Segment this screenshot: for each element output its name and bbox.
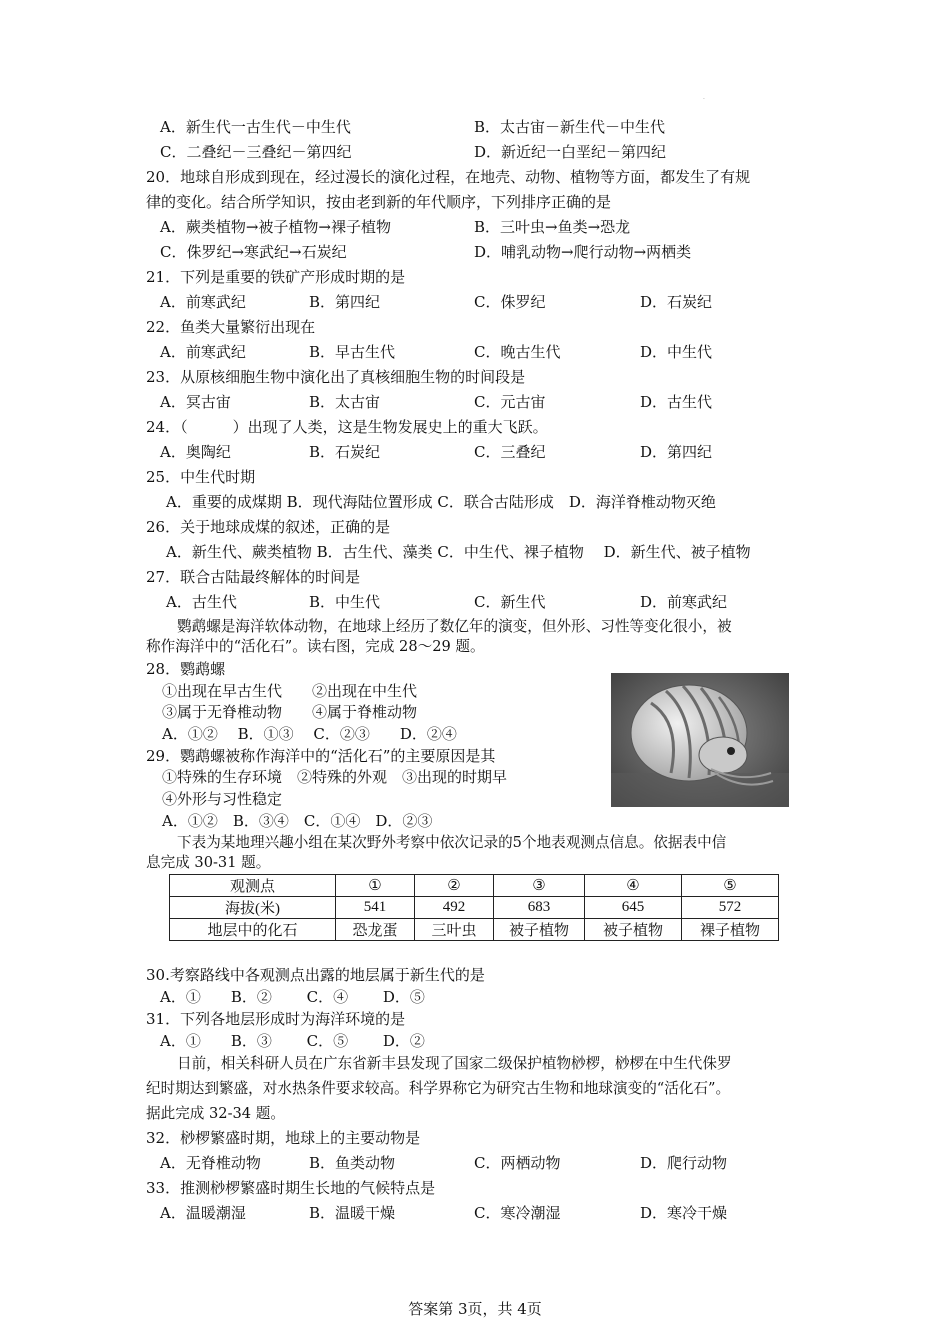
q19-options-row2 (0, 142, 950, 162)
q24-option-c: C．三叠纪 (474, 443, 546, 461)
q20-options-row1 (0, 217, 950, 237)
q20-options-row2 (0, 242, 950, 262)
table-cell: 三叶虫 (415, 919, 494, 941)
stray-dot: · (703, 96, 705, 103)
fern-intro-line3: 据此完成 32-34 题。 (146, 1105, 285, 1122)
q30-options: A．① B．② C．④ D．⑤ (160, 988, 425, 1006)
nautilus-photo (611, 673, 789, 807)
fern-intro-line1: 日前，相关科研人员在广东省新丰县发现了国家二级保护植物桫椤，桫椤在中生代侏罗 (177, 1055, 732, 1072)
q32-stem: 32．桫椤繁盛时期，地球上的主要动物是 (146, 1129, 421, 1147)
table-header-cell: ② (415, 875, 494, 897)
q22-option-c: C．晚古生代 (474, 343, 561, 361)
q20-option-a: A．蕨类植物→被子植物→裸子植物 (160, 218, 391, 236)
q33-option-d: D．寒冷干燥 (640, 1204, 728, 1222)
q32-option-b: B．鱼类动物 (309, 1154, 396, 1172)
q22-options (0, 342, 950, 362)
q32-option-d: D．爬行动物 (640, 1154, 728, 1172)
table-row-altitude (170, 897, 779, 919)
q20-option-d: D．哺乳动物→爬行动物→两栖类 (474, 243, 692, 261)
q32-option-a: A．无脊椎动物 (160, 1154, 261, 1172)
q24-stem: 24．（ ）出现了人类，这是生物发展史上的重大飞跃。 (146, 418, 548, 436)
q32-option-c: C．两栖动物 (474, 1154, 561, 1172)
observation-table (169, 874, 779, 941)
table-cell: 地层中的化石 (170, 919, 336, 941)
table-header-row (170, 875, 779, 897)
q22-option-b: B．早古生代 (309, 343, 396, 361)
q28-statements-row1: ①出现在早古生代 ②出现在中生代 (162, 682, 418, 700)
q30-stem: 30.考察路线中各观测点出露的地层属于新生代的是 (146, 966, 485, 984)
q22-option-d: D．中生代 (640, 343, 713, 361)
q31-options: A．① B．③ C．⑤ D．② (160, 1032, 425, 1050)
q20-option-b: B．三叶虫→鱼类→恐龙 (474, 218, 631, 236)
q21-option-c: C．侏罗纪 (474, 293, 546, 311)
table-cell: 541 (336, 897, 415, 919)
q23-stem: 23．从原核细胞生物中演化出了真核细胞生物的时间段是 (146, 368, 526, 386)
q27-stem: 27．联合古陆最终解体的时间是 (146, 568, 361, 586)
q19-option-b: B．太古宙－新生代－中生代 (474, 118, 666, 136)
table-intro-line2: 息完成 30-31 题。 (146, 854, 271, 871)
q21-stem: 21．下列是重要的铁矿产形成时期的是 (146, 268, 406, 286)
table-cell: 683 (494, 897, 585, 919)
q25-options: A．重要的成煤期 B．现代海陆位置形成 C．联合古陆形成 D．海洋脊椎动物灭绝 (166, 493, 716, 511)
table-cell: 被子植物 (494, 919, 585, 941)
page-footer: 答案第 3页，共 4页 (408, 1300, 542, 1318)
table-cell: 海拔(米) (170, 897, 336, 919)
q26-stem: 26．关于地球成煤的叙述，正确的是 (146, 518, 391, 536)
q19-option-d: D．新近纪一白垩纪－第四纪 (474, 143, 667, 161)
q23-options (0, 392, 950, 412)
table-cell: 492 (415, 897, 494, 919)
q23-option-d: D．古生代 (640, 393, 713, 411)
q29-statements-row1: ①特殊的生存环境 ②特殊的外观 ③出现的时期早 (162, 768, 508, 786)
q22-option-a: A．前寒武纪 (160, 343, 246, 361)
q20-stem-line2: 律的变化。结合所学知识，按由老到新的年代顺序，下列排序正确的是 (146, 193, 612, 211)
q27-option-c: C．新生代 (474, 593, 546, 611)
q24-option-a: A．奥陶纪 (160, 443, 231, 461)
q28-options: A．①② B．①③ C．②③ D．②④ (162, 725, 457, 743)
q33-option-b: B．温暖干燥 (309, 1204, 396, 1222)
q33-option-a: A．温暖潮湿 (160, 1204, 246, 1222)
table-cell: 572 (682, 897, 779, 919)
q29-stem: 29．鹦鹉螺被称作海洋中的“活化石”的主要原因是其 (146, 747, 496, 765)
q21-options (0, 292, 950, 312)
table-header-cell: ④ (585, 875, 682, 897)
nautilus-intro-line2: 称作海洋中的“活化石”。读右图，完成 28～29 题。 (146, 638, 485, 655)
q24-option-d: D．第四纪 (640, 443, 713, 461)
q21-option-a: A．前寒武纪 (160, 293, 246, 311)
table-header-cell: 观测点 (170, 875, 336, 897)
q20-option-c: C．侏罗纪→寒武纪→石炭纪 (160, 243, 347, 261)
q27-option-b: B．中生代 (309, 593, 381, 611)
table-cell: 裸子植物 (682, 919, 779, 941)
table-header-cell: ③ (494, 875, 585, 897)
table-row-fossils (170, 919, 779, 941)
nautilus-intro-line1: 鹦鹉螺是海洋软体动物，在地球上经历了数亿年的演变，但外形、习性等变化很小，被 (177, 618, 732, 635)
table-cell: 645 (585, 897, 682, 919)
q23-option-b: B．太古宙 (309, 393, 381, 411)
q28-stem: 28．鹦鹉螺 (146, 660, 226, 678)
q24-option-b: B．石炭纪 (309, 443, 381, 461)
q24-options (0, 442, 950, 462)
table-header-cell: ⑤ (682, 875, 779, 897)
q21-option-b: B．第四纪 (309, 293, 381, 311)
q26-options: A．新生代、蕨类植物 B．古生代、藻类 C．中生代、裸子植物 D．新生代、被子植物 (166, 543, 751, 561)
q33-option-c: C．寒冷潮湿 (474, 1204, 561, 1222)
q33-options (0, 1203, 950, 1223)
table-intro-line1: 下表为某地理兴趣小组在某次野外考察中依次记录的5个地表观测点信息。依据表中信 (177, 834, 727, 851)
q28-statements-row2: ③属于无脊椎动物 ④属于脊椎动物 (162, 703, 418, 721)
q27-options (0, 592, 950, 612)
table-header-cell: ① (336, 875, 415, 897)
q19-option-a: A．新生代一古生代－中生代 (160, 118, 351, 136)
q22-stem: 22．鱼类大量繁衍出现在 (146, 318, 316, 336)
q33-stem: 33．推测桫椤繁盛时期生长地的气候特点是 (146, 1179, 436, 1197)
q20-stem-line1: 20．地球自形成到现在，经过漫长的演化过程，在地壳、动物、植物等方面，都发生了有规 (146, 168, 751, 186)
table-cell: 恐龙蛋 (336, 919, 415, 941)
q32-options (0, 1153, 950, 1173)
q29-statements-row2: ④外形与习性稳定 (162, 790, 283, 808)
q25-stem: 25．中生代时期 (146, 468, 256, 486)
q27-option-d: D．前寒武纪 (640, 593, 728, 611)
table-cell: 被子植物 (585, 919, 682, 941)
q23-option-c: C．元古宙 (474, 393, 546, 411)
q23-option-a: A．冥古宙 (160, 393, 231, 411)
q21-option-d: D．石炭纪 (640, 293, 713, 311)
q31-stem: 31．下列各地层形成时为海洋环境的是 (146, 1010, 406, 1028)
q29-options: A．①② B．③④ C．①④ D．②③ (162, 812, 433, 830)
q19-options-row1 (0, 117, 950, 137)
q27-option-a: A．古生代 (166, 593, 237, 611)
fern-intro-line2: 纪时期达到繁盛，对水热条件要求较高。科学界称它为研究古生物和地球演变的“活化石”。 (146, 1080, 731, 1097)
q19-option-c: C．二叠纪－三叠纪－第四纪 (160, 143, 352, 161)
